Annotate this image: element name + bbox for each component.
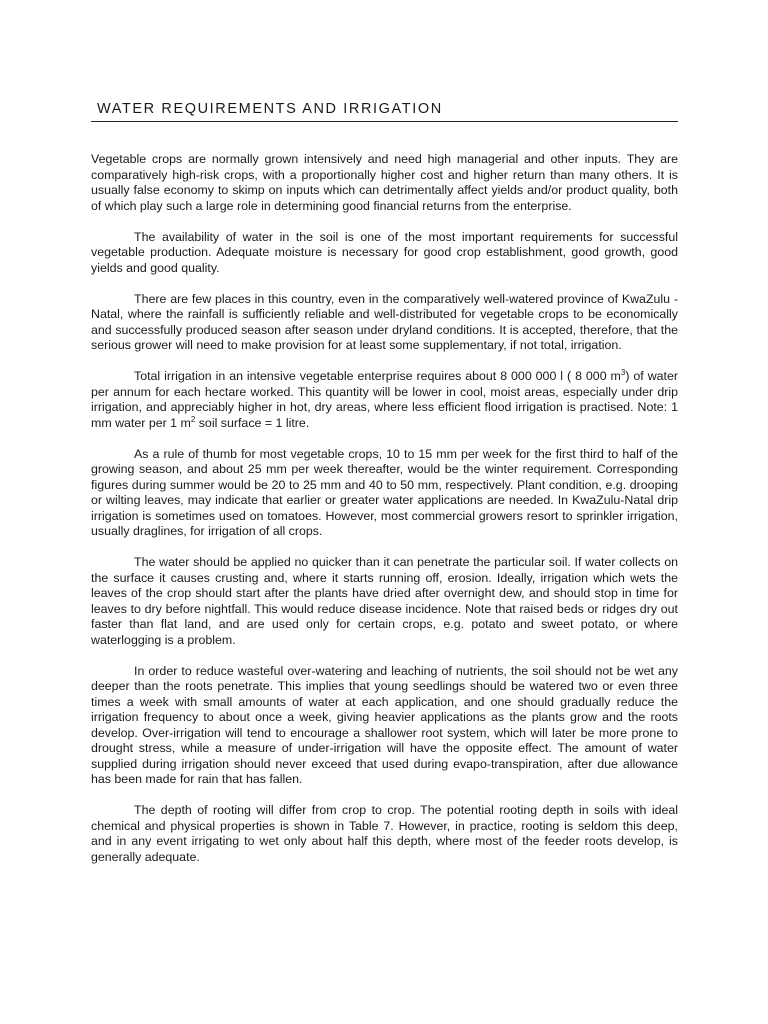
paragraph-1: Vegetable crops are normally grown intensively and need high managerial and other inputs. They are comparatively high-risk crops, with a proportionally higher cost and higher return than many others. It is usually false economy to skimp on inputs which can detrimentally affect yields and/or product quality, both of which play such a large role in determining good financial returns from the enterprise.: [91, 152, 678, 213]
paragraph-5: As a rule of thumb for most vegetable crops, 10 to 15 mm per week for the first third to half of the growing season, and about 25 mm per week thereafter, would be the winter requirement. Corresponding figures during summer would be 20 to 25 mm and 40 to 50 mm, respectively. Plant condition, e.g. drooping or wilting leaves, may indicate that earlier or greater water applications are needed. In KwaZulu-Natal drip irrigation is sometimes used on tomatoes. However, most commercial growers resort to sprinkler irrigation, usually draglines, for irrigation of all crops.: [91, 446, 678, 538]
paragraph-4-part-c: soil surface = 1 litre.: [195, 415, 310, 430]
body-text: [91, 152, 678, 881]
paragraph-4-part-a: Total irrigation in an intensive vegetable enterprise requires about 8 000 000 l ( 8 000 m: [134, 369, 621, 383]
superscript-cubed: 3: [620, 367, 626, 377]
heading-underline: [91, 121, 678, 122]
paragraph-2: The availability of water in the soil is one of the most important requirements for successful vegetable production. Adequate moisture is necessary for good crop establishment, good growth, good yields and good quality.: [91, 229, 678, 275]
section-header: [91, 99, 678, 122]
paragraph-4: [91, 369, 678, 431]
paragraph-3: There are few places in this country, even in the comparatively well-watered province of KwaZulu -Natal, where the rainfall is sufficiently reliable and well-distributed for vegetable crops to be economically and successfully produced season after season under dryland conditions. It is accepted, therefore, that the serious grower will need to make provision for at least some supplementary, if not total, irrigation.: [91, 291, 678, 352]
paragraph-6: The water should be applied no quicker than it can penetrate the particular soil. If water collects on the surface it causes crusting and, where it starts running off, erosion. Ideally, irrigation which wets the leaves of the crop should start after the plants have dried after overnight dew, and should stop in time for leaves to dry before nightfall. This would reduce disease incidence. Note that raised beds or ridges dry out faster than flat land, and are used only for certain crops, e.g. potato and sweet potato, or where waterlogging is a problem.: [91, 555, 678, 647]
paragraph-4-part-b: ) of water per annum for each hectare worked. This quantity will be lower in cool, moist areas, especially under drip irrigation, and appreciably higher in hot, dry areas, where less efficient flood irrigation is practised. Note: 1 mm water per 1 m: [91, 369, 678, 430]
superscript-squared: 2: [190, 414, 196, 424]
paragraph-7: In order to reduce wasteful over-watering and leaching of nutrients, the soil should not be wet any deeper than the roots penetrate. This implies that young seedlings should be watered two or even three times a week with small amounts of water at each application, and one should gradually reduce the irrigation frequency to about once a week, giving heavier applications as the plants grow and the roots develop. Over-irrigation will tend to encourage a shallower root system, which will later be more prone to drought stress, while a measure of under-irrigation will have the opposite effect. The amount of water supplied during irrigation should never exceed that used during evapo-transpiration, after due allowance has been made for rain that has fallen.: [91, 663, 678, 786]
paragraph-8: The depth of rooting will differ from crop to crop. The potential rooting depth in soils with ideal chemical and physical properties is shown in Table 7. However, in practice, rooting is seldom this deep, and in any event irrigating to wet only about half this depth, where most of the feeder roots develop, is generally adequate.: [91, 803, 678, 864]
section-heading: WATER REQUIREMENTS AND IRRIGATION: [97, 101, 443, 117]
